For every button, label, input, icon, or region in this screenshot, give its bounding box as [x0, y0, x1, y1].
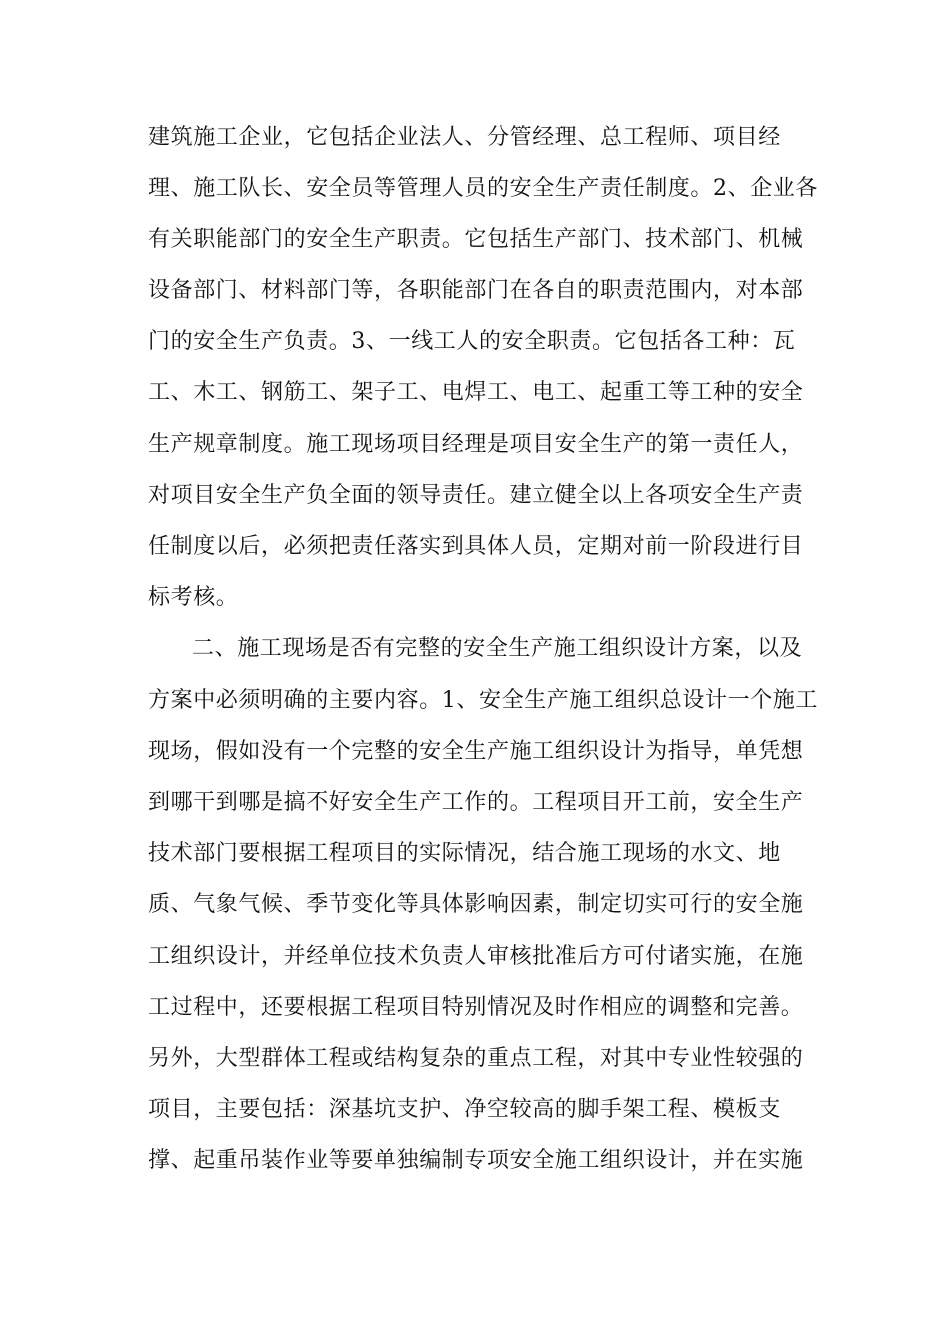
text-line: 技术部门要根据工程项目的实际情况，结合施工现场的水文、地: [148, 841, 781, 866]
text-line: 任制度以后，必须把责任落实到具体人员，定期对前一阶段进行目: [148, 534, 804, 559]
paragraph-first-line: 二、施工现场是否有完整的安全生产施工组织设计方案，以及: [192, 636, 803, 661]
text-line: 项目，主要包括：深基坑支护、净空较高的脚手架工程、模板支: [148, 1097, 781, 1122]
text-line: 工组织设计，并经单位技术负责人审核批准后方可付诸实施，在施: [148, 944, 804, 969]
text-line: 建筑施工企业，它包括企业法人、分管经理、总工程师、项目经: [148, 125, 781, 150]
text-line: 工、木工、钢筋工、架子工、电焊工、电工、起重工等工种的安全: [148, 380, 804, 405]
text-line: 有关职能部门的安全生产职责。它包括生产部门、技术部门、机械: [148, 227, 804, 252]
text-line: 标考核。: [148, 585, 239, 610]
text-line: 门的安全生产负责。3、一线工人的安全职责。它包括各工种：瓦: [148, 329, 796, 354]
text-line: 工过程中，还要根据工程项目特别情况及时作相应的调整和完善。: [148, 995, 804, 1020]
text-line: 生产规章制度。施工现场项目经理是项目安全生产的第一责任人，: [148, 432, 804, 457]
text-line: 质、气象气候、季节变化等具体影响因素，制定切实可行的安全施: [148, 892, 804, 917]
text-line: 撑、起重吊装作业等要单独编制专项安全施工组织设计，并在实施: [148, 1148, 804, 1173]
text-line: 方案中必须明确的主要内容。1、安全生产施工组织总设计一个施工: [148, 688, 818, 713]
text-line: 设备部门、材料部门等，各职能部门在各自的职责范围内，对本部: [148, 278, 804, 303]
text-line: 现场，假如没有一个完整的安全生产施工组织设计为指导，单凭想: [148, 739, 804, 764]
text-line: 对项目安全生产负全面的领导责任。建立健全以上各项安全生产责: [148, 483, 804, 508]
text-line: 另外，大型群体工程或结构复杂的重点工程，对其中专业性较强的: [148, 1046, 804, 1071]
text-line: 到哪干到哪是搞不好安全生产工作的。工程项目开工前，安全生产: [148, 790, 804, 815]
text-line: 理、施工队长、安全员等管理人员的安全生产责任制度。2、企业各: [148, 176, 818, 201]
